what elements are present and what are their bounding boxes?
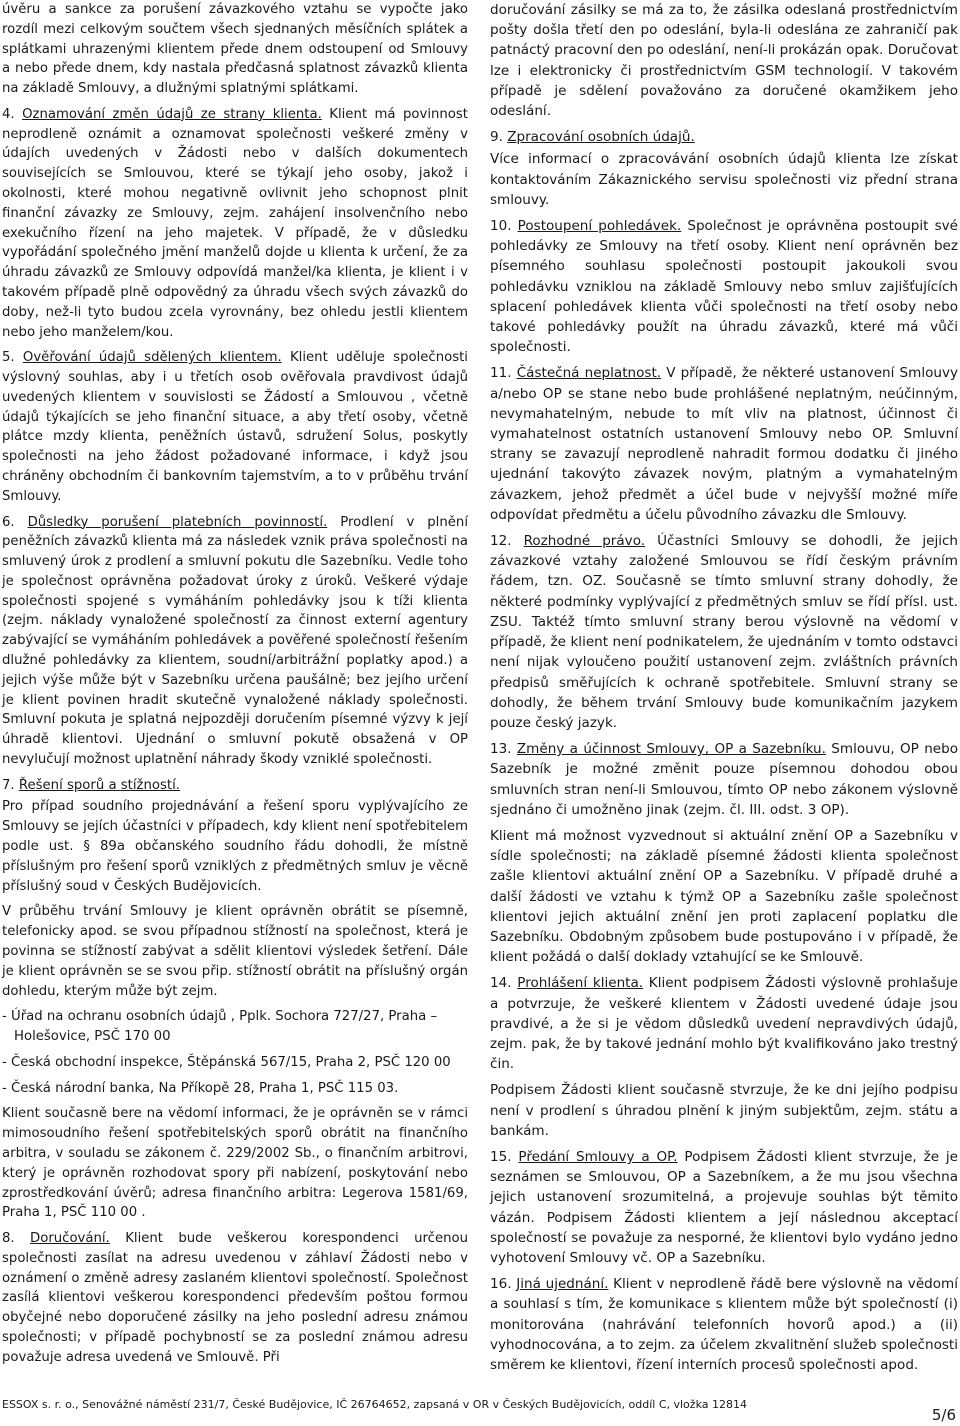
section-text: Účastníci Smlouvy se dohodli, že jejich závazkové vztahy založené Smlouvou se řídí českým právním řádem, tzn. OZ. Současně se tímto smluvní strany dohodly, že některé podmínky vyplývající z předmětných smluv se řídí přísl. ust. ZSU. Taktéž tímto smluvní strany berou výslovně na vědomí v případě, že klient není podnikatelem, že ujednáním v tomto odstavci není nijak vyloučeno použití ustanovení zejm. zvláštních právních předpisů směřujících k ochraně spotřebitele. Smluvní strany se dohodly, že během trvání Smlouvy bude komunikačním jazykem pouze český jazyk. bbox=[490, 533, 959, 731]
section-title: Doručování. bbox=[30, 1231, 110, 1247]
section-number: 10. bbox=[490, 218, 518, 235]
section-text: Smlouvu, OP nebo Sazebník je možné změnit pouze písemnou dohodou obou smluvních stran není-li Smlouvou, tímto OP nebo zákonem výslovně sjednáno či umožněno jinak (zejm. čl. III. odst. 3 OP). bbox=[490, 741, 958, 818]
section-title: Postoupení pohledávek. bbox=[517, 218, 682, 235]
section-number: 8. bbox=[2, 1231, 31, 1247]
section-text: Podpisem Žádosti klient stvrzuje, že je seznámen se Smlouvou, OP a Sazebníkem, a že mu jsou všechna jejich ustanovení srozumitelná, a projevuje souhlas být těmito vázán. Podpisem Žádosti klientem a její následnou akceptací společností se považuje za nesporné, že klientovi bylo vydáno jedno vyhotovení Smlouvy vč. OP a Sazebníku. bbox=[490, 1148, 958, 1266]
section-number: 4. bbox=[2, 106, 23, 122]
section-title: Zpracování osobních údajů. bbox=[507, 129, 695, 146]
section-7-heading bbox=[2, 776, 468, 796]
section-16 bbox=[490, 1274, 958, 1375]
authority-item: - Česká obchodní inspekce, Štěpánská 567/15, Praha 2, PSČ 120 00 bbox=[2, 1054, 451, 1070]
page-number: 5/6 bbox=[931, 1406, 956, 1424]
left-column bbox=[2, 0, 468, 1374]
section-number: 15. bbox=[490, 1148, 519, 1165]
section-text: Klient v neprodleně řádě bere výslovně na vědomí a souhlasí s tím, že komunikace s klientem může být společností (i) monitorována (nahrávání telefonních hovorů apod.) a (ii) vyhodnocována, a to zejm. za účelem zkvalitnění služeb společnosti směrem ke klientovi, řízení interních procesů společnosti apod. bbox=[490, 1276, 958, 1373]
section-8 bbox=[2, 1229, 468, 1367]
section-12 bbox=[490, 531, 958, 733]
paragraph-refund-calc: úvěru a sankce za porušení závazkového vztahu se vypočte jako rozdíl mezi celkovým součtem všech sjednaných měsíčních splátek a splátkami uhrazenými klientem přede dnem odstoupení od Smlouvy a nebo přede dnem, kdy nastala předčasná splatnost závazků klienta na základě Smlouvy, a dlužnými splatnými splátkami. bbox=[2, 2, 468, 97]
section-number: 6. bbox=[2, 514, 28, 530]
section-7-paragraph-2: V průběhu trvání Smlouvy je klient oprávněn obrátit se písemně, telefonicky apod. se svou případnou stížností na společnost, která je povinna se stížností zabývat a sdělit klientovi výsledek šetření. Dále je klient oprávněn se se svou přip. stížností obrátit na příslušný orgán dohledu, kterým může být zejm. bbox=[2, 904, 468, 999]
section-4 bbox=[2, 105, 468, 342]
section-number: 13. bbox=[490, 741, 517, 758]
paragraph-delivery-cont: doručování zásilky se má za to, že zásilka odeslaná prostřednictvím pošty došla třetí den po odeslání, byla-li odeslána ze zahraničí pak patnáctý pracovní den po odeslání, není-li prokázán opak. Doručovat lze i elektronicky či prostřednictvím GSM technologií. V takovém případě je sdělení považováno za doručené okamžikem jeho odeslání. bbox=[490, 2, 958, 120]
section-14 bbox=[490, 973, 958, 1074]
section-number: 12. bbox=[490, 533, 524, 550]
section-title: Předání Smlouvy a OP. bbox=[518, 1148, 678, 1165]
section-number: 9. bbox=[490, 129, 508, 146]
section-14-paragraph-2: Podpisem Žádosti klient současně stvrzuje, že ke dni jejího podpisu není v prodlení s úhradou plnění k jiným subjektům, zejm. státu a bankám. bbox=[490, 1082, 958, 1139]
section-6 bbox=[2, 513, 468, 770]
section-7-paragraph-3: Klient současně bere na vědomí informaci, že je oprávněn se v rámci mimosoudního řešení spotřebitelských sporů obrátit na finančního arbitra, v souladu se zákonem č. 229/2002 Sb., o finančním arbitrovi, který je oprávněn rozhodovat spory při nabízení, poskytování nebo zprostředkování úvěrů; adresa finančního arbitra: Legerova 1581/69, Praha 1, PSČ 110 00 . bbox=[2, 1106, 468, 1221]
section-text: Klient podpisem Žádosti výslovně prohlašuje a potvrzuje, že veškeré klientem v Žádosti uvedené údaje jsou pravdivé, a že si je vědom důsledků uvedení nepravdivých údajů, zejm. pak, že by takové jednání mohlo být kvalifikováno jako trestný čin. bbox=[490, 975, 958, 1073]
section-number: 5. bbox=[2, 350, 23, 366]
section-text: V případě, že některé ustanovení Smlouvy a/nebo OP se stane nebo bude prohlášené neplatným, neúčinným, nevymahatelným, nebude to mít vliv na platnost, účinnost či vymahatelnost ostatních ustanovení Smlouvy nebo OP. Smluvní strany se zavazují neprodleně nahradit formou dodatku či jiného ujednání takovýto závazek novým, platným a vymahatelným závazkem, jehož předmět a účel bude v nejvyšší možné míře odpovídat předmětu a účelu původního závazku dle Smlouvy. bbox=[490, 365, 958, 523]
section-text: Prodlení v plnění peněžních závazků klienta má za následek vznik práva společnosti na smluvený úrok z prodlení a smluvní pokutu dle Sazebníku. Vedle toho je společnost oprávněna požadovat úroky z úroků. Veškeré výdaje společnosti spojené s vymáháním pohledávky jsou k tíži klienta (zejm. náklady vynaložené společností za činnost externí agentury zabývající se vymáháním pohledávek a pověřené společností řešením dlužné pohledávky za klientem, soudní/arbitrážní poplatky apod.) a jejich výše může být v Sazebníku určena paušálně; bez jejího určení je klient povinen hradit skutečně vynaložené náklady společnosti. Smluvní pokuta je splatná nejpozději doručením písemné výzvy k její úhradě klientovi. Ujednání o smluvní pokutě obsažená v OP nevylučují možnost uplatnění náhrady škody vzniklé společnosti. bbox=[2, 514, 468, 767]
section-15 bbox=[490, 1147, 958, 1268]
section-title: Prohlášení klienta. bbox=[517, 975, 644, 992]
section-title: Oznamování změn údajů ze strany klienta. bbox=[22, 106, 322, 122]
section-13-paragraph-2: Klient má možnost vyzvednout si aktuální znění OP a Sazebníku v sídle společnosti; na základě písemné žádosti klienta společnost zašle klientovi aktuální znění OP a Sazebníku. V případě druhé a další žádosti ve vztahu k týmž OP a Sazebníku zašle společnost klientovi jejich aktuální znění jen proti zaplacení poplatku dle Sazebníku. Obdobným způsobem bude postupováno i v případě, že klient požádá o další doklady vztahující se ke Smlouvě. bbox=[490, 827, 958, 966]
section-number: 11. bbox=[490, 365, 517, 382]
company-footer: ESSOX s. r. o., Senovážné náměstí 231/7, České Budějovice, IČ 26764652, zapsaná v OR v Českých Budějovicích, oddíl C, vložka 12814 bbox=[2, 1398, 747, 1411]
section-10 bbox=[490, 216, 958, 357]
section-title: Řešení sporů a stížností. bbox=[18, 777, 181, 793]
authority-item: - Česká národní banka, Na Příkopě 28, Praha 1, PSČ 115 03. bbox=[2, 1080, 399, 1096]
section-title: Ověřování údajů sdělených klientem. bbox=[22, 350, 282, 366]
section-13 bbox=[490, 739, 958, 820]
authority-item: - Úřad na ochranu osobních údajů , Pplk. Sochora 727/27, Praha – Holešovice, PSČ 170 00 bbox=[2, 1009, 438, 1045]
section-text: Společnost je oprávněna postoupit své pohledávky ze Smlouvy na třetí osoby. Klient není oprávněn bez písemného souhlasu společnosti postoupit jakoukoli svou pohledávku vzniklou na základě Smlouvy nebo smluv zajišťujících splacení pohledávek klienta vůči společnosti na třetí osoby nebo takové pohledávky použít na úhradu závazků, které má vůči společnosti. bbox=[490, 218, 958, 356]
section-title: Změny a účinnost Smlouvy, OP a Sazebníku. bbox=[516, 741, 826, 758]
right-column bbox=[490, 0, 958, 1381]
section-text: Klient má povinnost neprodleně oznámit a oznamovat společnosti veškeré změny v údajích uvedených v Žádosti nebo v dalších dokumentech souvisejících se Smlouvou, které se týkají jeho osoby, jakož i okolnosti, které mohou negativně ovlivnit jeho schopnost plnit finanční závazky ze Smlouvy, zejm. zahájení insolvenčního nebo exekučního řízení na jeho majetek. V případě, že v důsledku vypořádání společného jmění manželů dojde u klienta k určení, že za úhradu závazků ze Smlouvy odpovídá manžel/ka klienta, je klient i v takovém případě plně odpovědný za úhradu všech svých závazků do doby, než-li tyto budou zcela vyrovnány, bez ohledu jestli klientem nebo jeho manželem/kou. bbox=[2, 106, 469, 340]
section-5 bbox=[2, 348, 468, 506]
section-title: Důsledky porušení platebních povinností. bbox=[27, 514, 328, 530]
section-title: Jiná ujednání. bbox=[516, 1276, 609, 1293]
section-number: 16. bbox=[490, 1276, 517, 1293]
section-text: Klient uděluje společnosti výslovný souhlas, aby i u třetích osob ověřovala pravdivost údajů uvedených klientem v souvislosti se Žádostí a Smlouvou , včetně údajů týkajících se jeho finanční situace, a aby třetí osoby, včetně plátce mzdy klienta, peněžních ústavů, sdružení Solus, poskytly společnosti na jeho žádost požadované informace, i když jsou chráněny obchodním či bankovním tajemstvím, a to v průběhu trvání Smlouvy. bbox=[2, 350, 468, 504]
section-9-text: Více informací o zpracovávání osobních údajů klienta lze získat kontaktováním Zákaznického servisu společnosti viz přední strana smlouvy. bbox=[490, 151, 958, 208]
section-title: Rozhodné právo. bbox=[523, 533, 646, 550]
section-number: 7. bbox=[2, 777, 19, 793]
section-title: Částečná neplatnost. bbox=[516, 365, 662, 382]
section-text: Klient bude veškerou korespondenci určenou společnosti zasílat na adresu uvedenou v záhlaví Žádosti nebo v oznámení o změně adresy zaslaném klientovi společností. Společnost zasílá klientovi veškerou korespondenci především poštou formou obyčejné nebo doporučené zásilky na jeho poslední adresu známou společnosti; v případě pochybností se za poslední známou adresu považuje adresa uvedená ve Smlouvě. Při bbox=[2, 1231, 468, 1365]
section-9-heading bbox=[490, 127, 958, 147]
section-7-paragraph-1: Pro případ soudního projednávání a řešení sporu vyplývajícího ze Smlouvy se jejích účastníci v případech, kdy klient není spotřebitelem podle ust. § 89a občanského soudního řádu dohodli, že místně příslušným pro řešení sporů vzniklých z předmětných smluv je věcně příslušný soud v Českých Budějovicích. bbox=[2, 799, 468, 894]
section-number: 14. bbox=[490, 975, 518, 992]
section-11 bbox=[490, 363, 958, 525]
